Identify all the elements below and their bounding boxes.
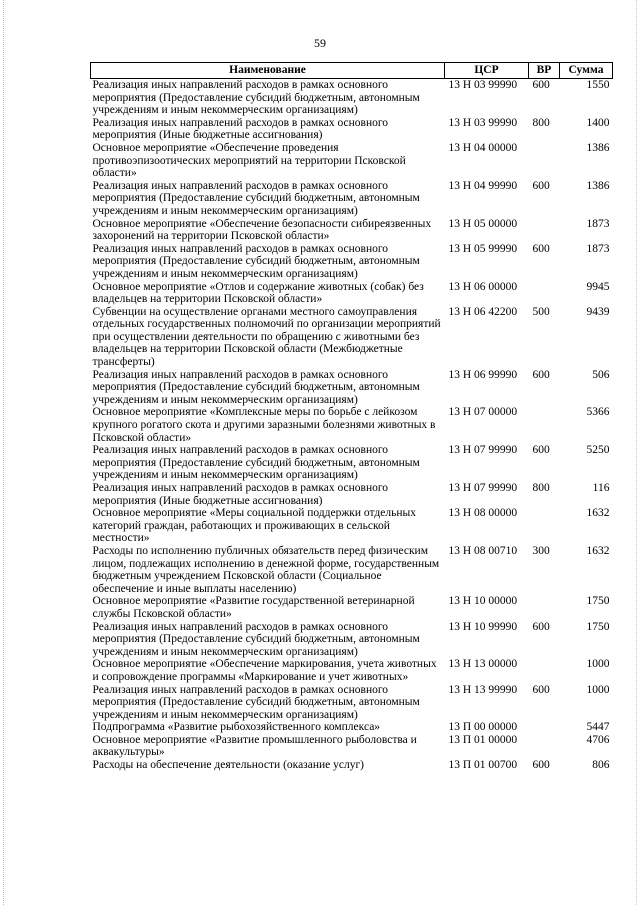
row-name: Основное мероприятие «Развитие промышленного рыболовства и аквакультуры» (92, 733, 417, 759)
row-sum: 1750 (586, 620, 610, 633)
table-row (91, 406, 613, 444)
table-header-row (91, 63, 613, 79)
row-name: Реализация иных направлений расходов в рамках основного мероприятия (Предоставление субсидий бюджетным, автономным учреждениям и иным некоммерческим организациям) (92, 179, 420, 217)
table-row (91, 545, 613, 595)
row-vr (529, 218, 560, 243)
table-row (91, 306, 613, 369)
row-name: Расходы по исполнению публичных обязательств перед физическим лицом, подлежащих исполнению в денежной форме, государственным бюджетным учреждением Псковской области (Социальное обеспечение и иные выплаты населению) (92, 544, 440, 595)
row-csr: 13 Н 13 00000 (448, 658, 518, 671)
row-csr: 13 Н 04 00000 (448, 141, 518, 154)
row-name: Реализация иных направлений расходов в рамках основного мероприятия (Иные бюджетные ассигнования) (92, 116, 389, 142)
row-sum: 1386 (586, 141, 610, 154)
table-row (91, 595, 613, 620)
row-name: Субвенции на осуществление органами местного самоуправления отдельных государственных полномочий по организации мероприятий при осуществлении деятельности по обращению с животными без владельцев на территории Псковской области (Межбюджетные трансферты) (92, 305, 441, 369)
row-name: Основное мероприятие «Отлов и содержание животных (собак) без владельцев на территории Псковской области» (92, 280, 424, 306)
row-csr: 13 Н 04 99990 (448, 179, 518, 192)
row-sum: 1386 (586, 179, 610, 192)
row-vr (529, 507, 560, 545)
table-row (91, 218, 613, 243)
row-name: Основное мероприятие «Обеспечение проведения противоэпизоотических мероприятий на территории Псковской области» (92, 141, 406, 180)
table-row (91, 369, 613, 407)
table-row (91, 117, 613, 142)
row-sum: 5250 (586, 444, 610, 457)
row-vr: 500 (532, 305, 550, 318)
row-sum: 4706 (586, 733, 610, 746)
row-sum: 1873 (586, 242, 610, 255)
row-csr: 13 Н 06 99990 (448, 368, 518, 381)
table-row (91, 482, 613, 507)
table-row (91, 79, 613, 117)
page-number: 59 (314, 36, 326, 50)
row-csr: 13 Н 07 00000 (448, 406, 518, 419)
row-csr: 13 Н 03 99990 (448, 79, 518, 91)
row-name: Расходы на обеспечение деятельности (оказание услуг) (92, 759, 364, 772)
row-name: Основное мероприятие «Комплексные меры по борьбе с лейкозом крупного рогатого скота и другими заразными болезнями животных в Псковской области» (92, 406, 436, 444)
row-name: Реализация иных направлений расходов в рамках основного мероприятия (Предоставление субсидий бюджетным, автономным учреждениям и иным некоммерческим организациям) (92, 620, 420, 658)
row-vr (529, 406, 560, 444)
row-vr (529, 658, 560, 683)
row-csr: 13 Н 07 99990 (448, 482, 518, 494)
row-csr: 13 П 01 00000 (448, 733, 518, 746)
row-csr: 13 Н 08 00710 (448, 544, 518, 557)
row-csr: 13 Н 08 00000 (448, 507, 518, 520)
row-sum: 9945 (586, 280, 610, 293)
row-vr: 600 (532, 683, 550, 696)
row-sum: 1750 (586, 595, 610, 608)
row-csr: 13 П 00 00000 (448, 721, 518, 734)
row-vr (529, 734, 560, 759)
row-vr: 600 (532, 179, 550, 192)
table-row (91, 281, 613, 306)
row-vr (529, 595, 560, 620)
row-sum: 1632 (586, 507, 610, 520)
table-row (91, 734, 613, 759)
row-sum: 1550 (586, 79, 610, 91)
table-row (91, 444, 613, 482)
table-row (91, 658, 613, 683)
row-sum: 5447 (586, 721, 610, 734)
row-name: Реализация иных направлений расходов в рамках основного мероприятия (Иные бюджетные ассигнования) (92, 482, 389, 507)
table-row (91, 243, 613, 281)
row-csr: 13 Н 10 99990 (448, 620, 518, 633)
header-vr: ВР (529, 63, 560, 79)
row-vr: 600 (532, 242, 550, 255)
table-row (91, 180, 613, 218)
row-vr: 600 (532, 759, 550, 772)
header-sum: Сумма (560, 63, 613, 79)
header-csr: ЦСР (445, 63, 529, 79)
row-csr: 13 П 01 00700 (448, 759, 518, 772)
row-name: Основное мероприятие «Развитие государственной ветеринарной службы Псковской области» (92, 595, 415, 620)
row-vr (529, 142, 560, 180)
table-row (91, 721, 613, 734)
row-csr: 13 Н 10 00000 (448, 595, 518, 608)
row-sum: 1000 (586, 683, 610, 696)
row-vr: 600 (532, 368, 550, 381)
table-row (91, 621, 613, 659)
table-row (91, 684, 613, 722)
header-name: Наименование (91, 63, 445, 79)
row-vr: 800 (532, 482, 550, 494)
row-name: Реализация иных направлений расходов в рамках основного мероприятия (Предоставление субсидий бюджетным, автономным учреждениям и иным некоммерческим организациям) (92, 444, 420, 482)
row-sum: 1000 (586, 658, 610, 671)
row-vr (529, 721, 560, 734)
scan-edge-left (3, 0, 5, 905)
scan-edge-right (636, 0, 638, 905)
row-vr: 300 (532, 544, 550, 557)
row-sum: 116 (592, 482, 610, 494)
row-vr: 600 (532, 620, 550, 633)
row-vr: 800 (532, 116, 550, 129)
row-csr: 13 Н 05 00000 (448, 217, 518, 230)
row-csr: 13 Н 06 42200 (448, 305, 518, 318)
row-vr: 600 (532, 444, 550, 457)
row-sum: 506 (592, 368, 610, 381)
row-name: Основное мероприятие «Обеспечение маркирования, учета животных и сопровождение программы «Маркирование и учет животных» (92, 658, 437, 683)
row-csr: 13 Н 07 99990 (448, 444, 518, 457)
row-name: Основное мероприятие «Меры социальной поддержки отдельных категорий граждан, работающих и проживающих в сельской местности» (92, 507, 416, 545)
row-name: Реализация иных направлений расходов в рамках основного мероприятия (Предоставление субсидий бюджетным, автономным учреждениям и иным некоммерческим организациям) (92, 79, 420, 117)
row-name: Реализация иных направлений расходов в рамках основного мероприятия (Предоставление субсидий бюджетным, автономным учреждениям и иным некоммерческим организациям) (92, 242, 420, 280)
table-row (91, 507, 613, 545)
row-name: Реализация иных направлений расходов в рамках основного мероприятия (Предоставление субсидий бюджетным, автономным учреждениям и иным некоммерческим организациям) (92, 683, 420, 721)
row-name: Подпрограмма «Развитие рыбохозяйственного комплекса» (92, 721, 381, 734)
row-sum: 1400 (586, 116, 610, 129)
row-sum: 806 (592, 759, 610, 772)
row-sum: 1873 (586, 217, 610, 230)
row-sum: 9439 (586, 305, 610, 318)
table-row (91, 759, 613, 772)
budget-table (90, 62, 613, 772)
row-sum: 5366 (586, 406, 610, 419)
row-name: Реализация иных направлений расходов в рамках основного мероприятия (Предоставление субсидий бюджетным, автономным учреждениям и иным некоммерческим организациям) (92, 368, 420, 406)
row-csr: 13 Н 05 99990 (448, 242, 518, 255)
row-sum: 1632 (586, 544, 610, 557)
row-vr: 600 (532, 79, 550, 91)
row-name: Основное мероприятие «Обеспечение безопасности сибиреязвенных захоронений на территории Псковской области» (92, 217, 432, 243)
table-row (91, 142, 613, 180)
row-csr: 13 Н 03 99990 (448, 116, 518, 129)
row-vr (529, 281, 560, 306)
row-csr: 13 Н 13 99990 (448, 683, 518, 696)
row-csr: 13 Н 06 00000 (448, 280, 518, 293)
